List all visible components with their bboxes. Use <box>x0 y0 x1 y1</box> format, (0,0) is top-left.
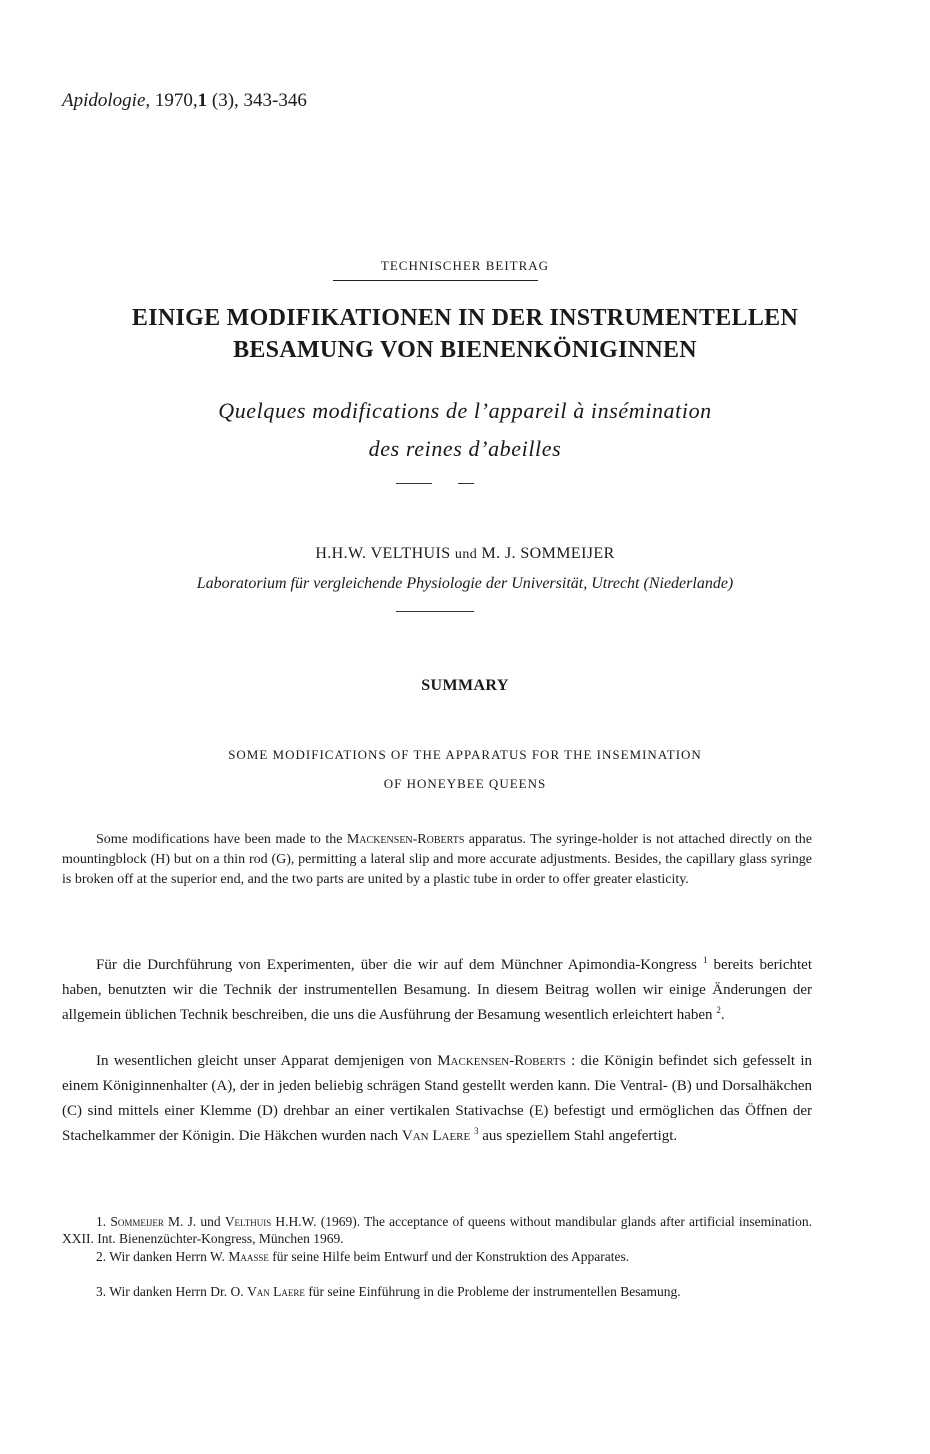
article-subtitle-line1: Quelques modifications de l’appareil à insémination <box>218 398 712 423</box>
footnote-3-text-b: für seine Einführung in die Probleme der instrumentellen Besamung. <box>308 1284 681 1299</box>
summary-title-line1: SOME MODIFICATIONS OF THE APPARATUS FOR THE INSEMINATION <box>228 747 702 762</box>
journal-citation <box>62 90 307 112</box>
article-title-line1: EINIGE MODIFIKATIONEN IN DER INSTRUMENTELLEN <box>131 305 799 331</box>
footnote-ref-2[interactable]: 2 <box>716 1005 721 1015</box>
p1-text-a: Für die Durchführung von Experimenten, über die wir auf dem Münchner Apimondia-Kongress <box>96 957 697 973</box>
separator-dash <box>396 483 432 484</box>
section-label-rule <box>333 280 538 281</box>
footnote-3-number: 3. <box>96 1284 107 1299</box>
footnote-2-number: 2. <box>96 1249 107 1264</box>
footnote-1-text-b: H.H.W. (1969). The acceptance of queens without mandibular glands after artificial insemination. XXII. Int. Bienenzüchter-Kongress, München 1969. <box>62 1214 813 1246</box>
footnote-3 <box>62 1283 812 1300</box>
affiliation-rule <box>396 611 474 612</box>
footnote-1-author-2: Velthuis <box>224 1214 272 1229</box>
body-paragraph-2 <box>62 1049 812 1149</box>
section-label: TECHNISCHER BEITRAG <box>380 258 550 273</box>
author-second: M. J. SOMMEIJER <box>481 545 615 562</box>
p2-author-name-2: Van Laere <box>401 1128 471 1144</box>
p2-author-name-1: Mackensen-Roberts <box>437 1053 566 1069</box>
author-conjunction: und <box>454 547 478 562</box>
footnote-ref-3[interactable]: 3 <box>474 1126 479 1136</box>
footnote-3-name: Van Laere <box>247 1284 305 1299</box>
article-subtitle-line2: des reines d’abeilles <box>368 436 562 461</box>
p2-text-b: : die Königin befindet sich gefesselt in einem Königinnenhalter (A), der in jeden beliebig schrägen Stand gestellt werden kann. Die Ventral- (B) und Dorsalhäkchen (C) sind mittels einer Klemme (D) drehbar an einer vertikalen Stativachse (E) befestigt und ermöglichen das Öffnen der Stachelkammer der Königin. Die Häkchen wurden nach <box>62 1053 813 1144</box>
article-subtitle <box>0 392 930 468</box>
summary-title-line2: OF HONEYBEE QUEENS <box>383 776 547 791</box>
footnote-1-number: 1. <box>96 1214 107 1229</box>
summary-body <box>62 830 812 890</box>
article-title <box>0 302 930 366</box>
p2-text-a: In wesentlichen gleicht unser Apparat demjenigen von <box>96 1053 432 1069</box>
footnote-3-text-a: Wir danken Herrn Dr. O. <box>109 1284 244 1299</box>
summary-title <box>0 740 930 798</box>
footnote-1-author-1: Sommeijer <box>110 1214 164 1229</box>
summary-author-name: Mackensen-Roberts <box>346 832 465 847</box>
footnote-1 <box>62 1213 812 1247</box>
footnote-1-text-a: M. J. und <box>168 1214 221 1229</box>
body-paragraph-1 <box>62 953 812 1028</box>
separator-dash-short <box>458 483 474 484</box>
summary-text-a: Some modifications have been made to the <box>96 832 343 847</box>
journal-volume: 1 <box>197 90 208 111</box>
p1-text-c: . <box>720 1007 725 1023</box>
footnote-ref-1[interactable]: 1 <box>702 955 708 965</box>
footnote-2-text-b: für seine Hilfe beim Entwurf und der Konstruktion des Apparates. <box>272 1249 630 1264</box>
article-title-line2: BESAMUNG VON BIENENKÖNIGINNEN <box>233 337 697 363</box>
footnote-2-name: Maasse <box>228 1249 269 1264</box>
affiliation: Laboratorium für vergleichende Physiologie der Universität, Utrecht (Niederlande) <box>196 575 734 592</box>
journal-name: Apidologie, <box>62 90 151 111</box>
summary-heading: SUMMARY <box>421 677 509 694</box>
journal-issue-pages: (3), 343-346 <box>211 90 307 111</box>
author-line <box>0 545 930 563</box>
footnote-2-text-a: Wir danken Herrn W. <box>109 1249 225 1264</box>
author-first: H.H.W. VELTHUIS <box>315 545 451 562</box>
journal-year: 1970, <box>154 90 198 111</box>
p1-text-b: bereits berichtet haben, benutzten wir die Technik der instrumentellen Besamung. In diesem Beitrag wollen wir einige Änderungen der allgemein üblichen Technik beschreiben, die uns die Ausführung der Besamung wesentlich erleichtert haben <box>62 957 812 1023</box>
p2-text-c: aus speziellem Stahl angefertigt. <box>482 1128 678 1144</box>
summary-text-b: apparatus. The syringe-holder is not attached directly on the mountingblock (H) but on a thin rod (G), permitting a lateral slip and more accurate adjustments. Besides, the capillary glass syringe is broken off at the superior end, and the two parts are united by a plastic tube in order to offer greater elasticity. <box>62 832 813 887</box>
footnote-2 <box>62 1248 812 1265</box>
